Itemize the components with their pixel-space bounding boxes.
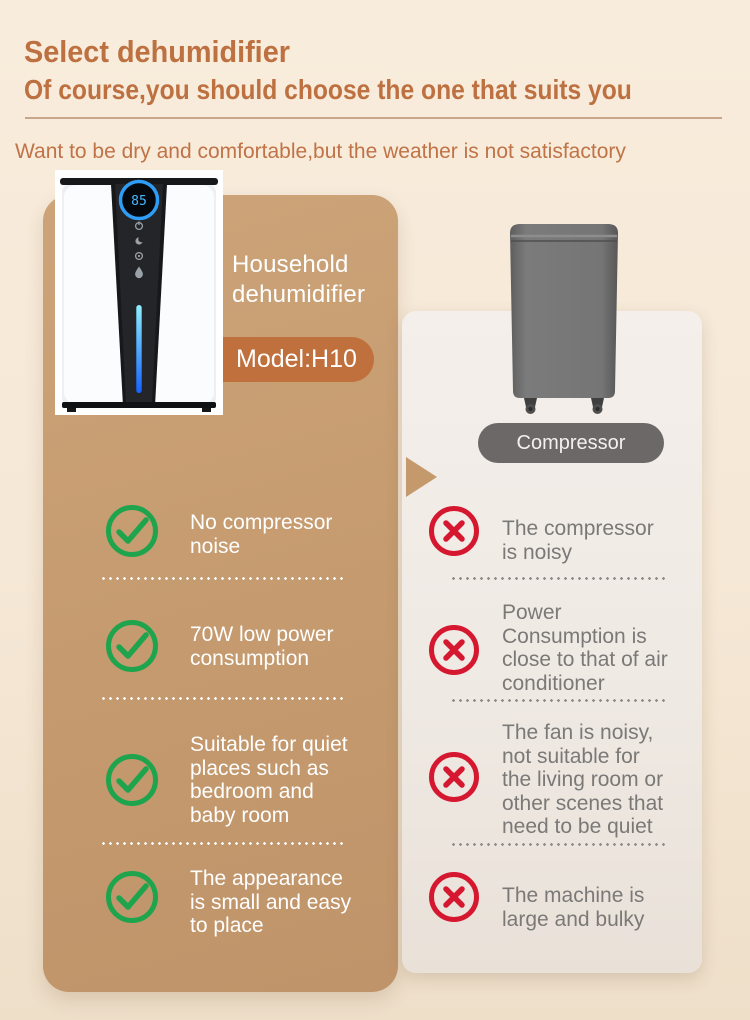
household-dehumidifier-image	[55, 170, 223, 415]
dotted-divider	[450, 577, 668, 580]
arrow-right-icon	[406, 457, 437, 497]
text-line: Power	[502, 601, 562, 624]
text-line: consumption	[190, 646, 310, 670]
compressor-badge: Compressor	[478, 423, 664, 463]
text-line: Consumption is	[502, 624, 647, 648]
cross-icon	[427, 870, 481, 929]
text-line: The compressor	[502, 517, 654, 540]
text-line: not suitable for	[502, 744, 640, 768]
cross-icon	[427, 750, 481, 809]
model-badge	[212, 337, 374, 382]
model-badge-label: Model:H10	[236, 345, 357, 373]
page-title: Select dehumidifier	[24, 34, 290, 69]
product-name-line: dehumidifier	[232, 281, 366, 308]
dotted-divider	[100, 577, 344, 580]
check-icon	[104, 869, 160, 930]
tagline-text: Want to be dry and comfortable,but the weather is not satisfactory	[15, 140, 626, 163]
pro-item	[190, 867, 351, 938]
text-line: The fan is noisy,	[502, 721, 654, 744]
dotted-divider	[450, 699, 668, 702]
con-item	[502, 601, 668, 695]
text-line: to place	[190, 914, 264, 937]
pro-item	[190, 733, 348, 827]
compressor-dehumidifier-image	[494, 221, 634, 422]
text-line: The appearance	[190, 867, 343, 890]
text-line: the living room or	[502, 768, 664, 791]
con-item	[502, 517, 654, 564]
text-line: places such as	[190, 756, 329, 780]
pro-item	[190, 623, 334, 670]
compressor-dehumidifier-art	[494, 221, 634, 417]
pro-item	[190, 511, 332, 558]
text-line: is small and easy	[190, 890, 352, 914]
text-line: need to be quiet	[502, 815, 653, 838]
con-item	[502, 884, 644, 931]
cross-icon	[427, 504, 481, 563]
text-line: 70W low power	[190, 623, 334, 646]
page-subtitle: Of course,you should choose the one that suits you	[24, 74, 632, 105]
text-line: other scenes that	[502, 791, 664, 815]
humidity-display: 85	[131, 194, 147, 209]
check-icon	[104, 752, 160, 813]
text-line: noise	[190, 534, 241, 558]
text-line: No compressor	[190, 511, 333, 534]
header-divider	[25, 117, 722, 119]
text-line: baby room	[190, 803, 290, 827]
check-icon	[104, 503, 160, 564]
cross-icon	[427, 623, 481, 682]
dotted-divider	[450, 843, 668, 846]
text-line: is noisy	[502, 540, 573, 564]
led-strip	[136, 305, 141, 393]
check-icon	[104, 618, 160, 679]
text-line: Suitable for quiet	[190, 733, 348, 756]
text-line: bedroom and	[190, 780, 314, 803]
dotted-divider	[100, 697, 344, 700]
product-name-line: Household	[232, 251, 349, 278]
con-item	[502, 721, 663, 839]
dotted-divider	[100, 842, 344, 845]
text-line: large and bulky	[502, 907, 645, 931]
product-name	[232, 250, 365, 310]
text-line: conditioner	[502, 671, 605, 695]
text-line: close to that of air	[502, 648, 668, 671]
text-line: The machine is	[502, 884, 645, 907]
household-dehumidifier-art	[55, 170, 223, 415]
